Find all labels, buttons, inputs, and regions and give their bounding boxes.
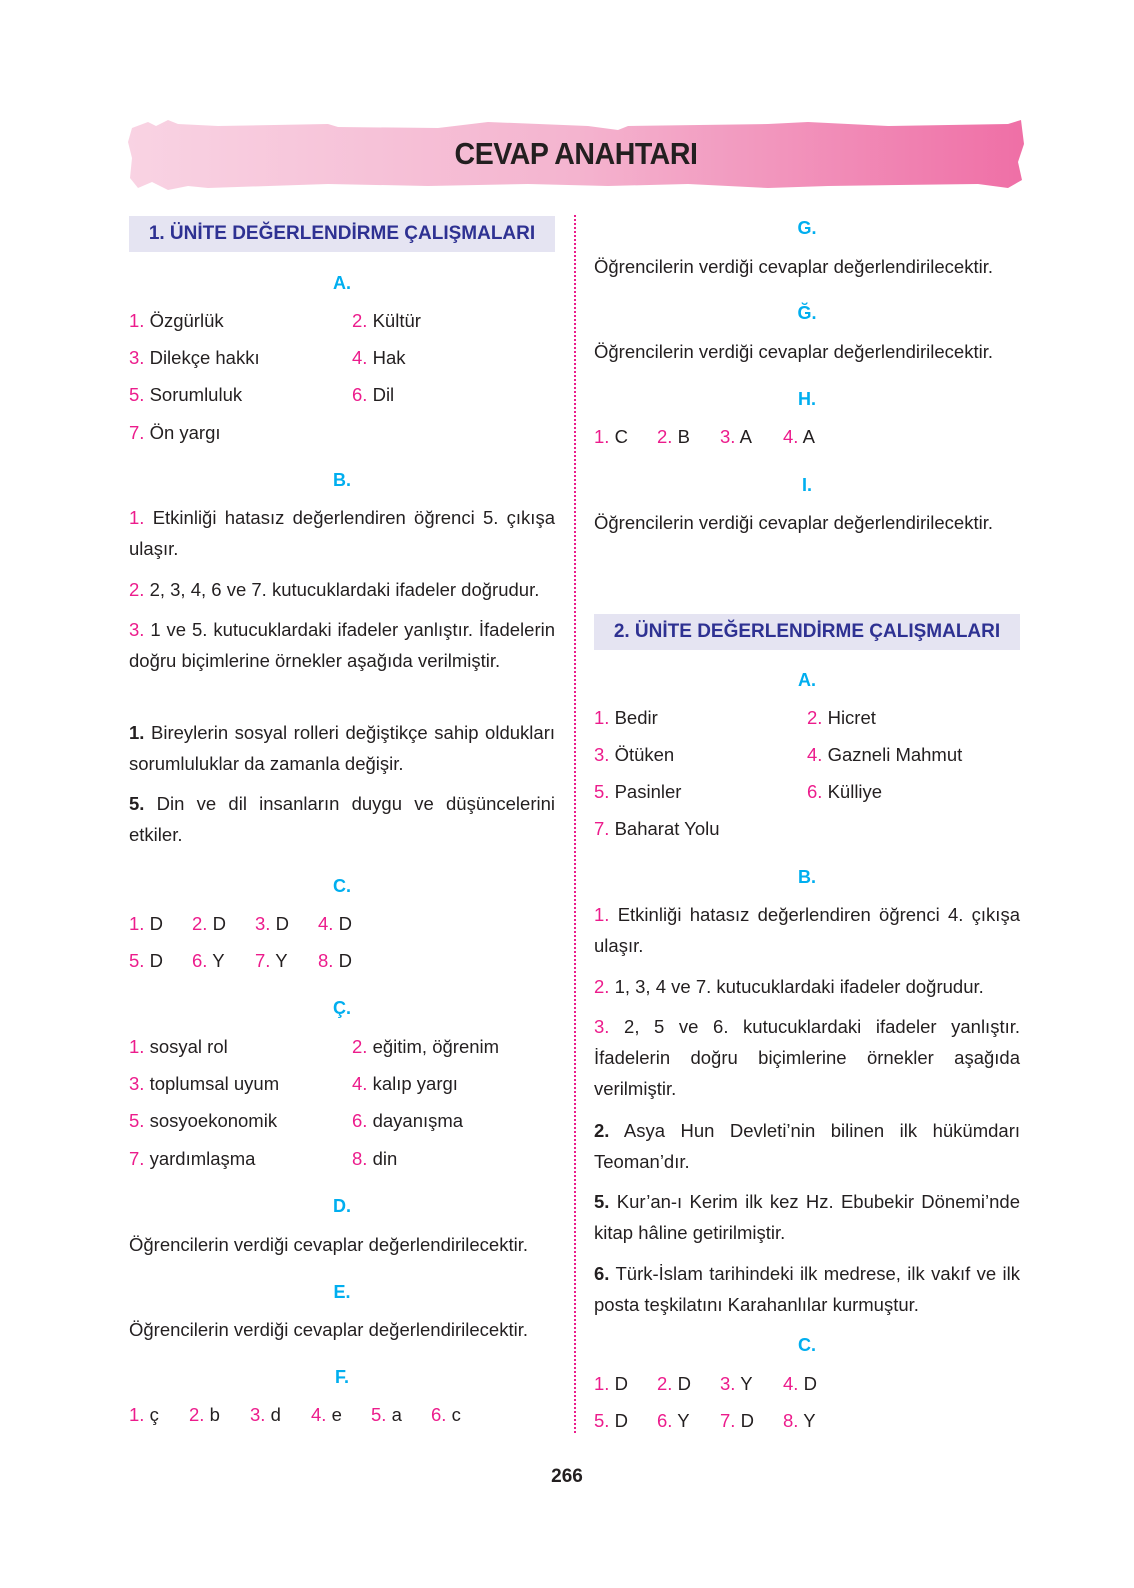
item-number: 1. [129,1404,145,1425]
item-number: 4. [783,426,799,447]
item-number: 5. [594,781,610,802]
item-text: Baharat Yolu [614,818,720,839]
correction-paragraph [129,788,555,850]
item-number: 1. [129,507,145,528]
item-text: a [391,1404,402,1425]
answer-item [352,1073,458,1095]
item-text: D [149,913,163,934]
answer-item [129,1073,279,1095]
item-number: 4. [311,1404,327,1425]
answer-item [192,950,225,972]
item-number: 2. [657,1373,673,1394]
item-text: 1, 3, 4 ve 7. kutucuklardaki ifadeler doğrudur. [614,976,984,997]
answer-paragraph [594,899,1020,961]
item-text: D [338,913,352,934]
answer-item [129,1148,255,1170]
answer-paragraph [129,614,555,676]
answer-item [783,426,815,448]
correction-paragraph [594,1186,1020,1248]
item-text: Kur’an-ı Kerim ilk kez Hz. Ebubekir Dönemi’nde kitap hâline getirilmiştir. [594,1191,1020,1243]
item-text: Özgürlük [149,310,224,331]
section-gg-label: Ğ. [797,303,817,323]
item-text: Pasinler [614,781,682,802]
answer-item [594,818,720,840]
unit-2-header: 2. ÜNİTE DEĞERLENDİRME ÇALIŞMALARI [594,614,1020,650]
item-number: 2. [129,579,145,600]
item-text: 2, 5 ve 6. kutucuklardaki ifadeler yanlıştır. İfadelerin doğru biçimlerine örnekler aşağıda verilmiştir. [594,1016,1021,1099]
section-c-label: C. [798,1335,816,1355]
answer-item [352,1110,463,1132]
item-text: A [802,426,815,447]
answer-text: Öğrencilerin verdiği cevaplar değerlendirilecektir. [129,1234,528,1255]
answer-paragraph [129,574,555,605]
item-number: 5. [129,793,145,814]
answer-item [807,781,882,803]
answer-item [807,707,876,729]
section-a-label: A. [333,273,351,293]
item-number: 3. [720,426,736,447]
item-text: Ön yargı [149,422,221,443]
item-text: Bedir [614,707,658,728]
item-text: Kültür [372,310,421,331]
answer-item [352,384,394,406]
answer-item [352,1148,397,1170]
answer-item [657,1373,691,1395]
answer-item [352,310,421,332]
item-number: 1. [594,1373,610,1394]
item-number: 3. [594,1016,610,1037]
answer-paragraph [594,1011,1020,1104]
item-text: sosyal rol [149,1036,228,1057]
item-text: Sorumluluk [149,384,243,405]
item-text: B [677,426,690,447]
item-text: D [212,913,226,934]
item-number: 4. [783,1373,799,1394]
answer-item [783,1410,816,1432]
item-text: D [338,950,352,971]
item-text: D [275,913,289,934]
item-number: 2. [192,913,208,934]
item-text: Türk-İslam tarihindeki ilk medrese, ilk vakıf ve ilk posta teşkilatını Karahanlılar kurmuştur. [594,1263,1020,1315]
answer-item [129,1404,159,1426]
item-number: 1. [594,707,610,728]
item-text: sosyoekonomik [149,1110,278,1131]
section-a-label: A. [798,670,816,690]
item-text: Hicret [827,707,876,728]
item-text: D [614,1373,628,1394]
section-e-label: E. [333,1282,351,1302]
answer-item [807,744,962,766]
item-number: 8. [352,1148,368,1169]
item-number: 8. [783,1410,799,1431]
item-number: 2. [807,707,823,728]
section-b-label: B. [798,867,816,887]
answer-item [657,1410,690,1432]
item-number: 3. [594,744,610,765]
item-number: 1. [129,913,145,934]
page-number: 266 [551,1466,583,1487]
answer-item [250,1404,281,1426]
section-i-label: I. [801,475,812,495]
item-text: e [331,1404,342,1425]
item-text: Hak [372,347,406,368]
item-number: 4. [318,913,334,934]
item-number: 1. [129,310,145,331]
answer-item [129,422,221,444]
item-text: yardımlaşma [149,1148,256,1169]
item-number: 5. [129,1110,145,1131]
answer-item [129,347,260,369]
answer-item [371,1404,402,1426]
section-b-label: B. [333,470,351,490]
item-text: Dil [372,384,395,405]
item-text: D [614,1410,628,1431]
item-text: kalıp yargı [372,1073,458,1094]
item-text: toplumsal uyum [149,1073,280,1094]
answer-item [255,913,289,935]
item-text: Dilekçe hakkı [149,347,260,368]
answer-item [129,1110,277,1132]
correction-paragraph [594,1258,1020,1320]
item-number: 2. [352,1036,368,1057]
correction-paragraph [129,717,555,779]
section-d-label: D. [333,1196,351,1216]
title-banner [128,118,1024,190]
item-number: 7. [129,1148,145,1169]
answer-item [720,1410,754,1432]
item-number: 2. [594,1120,610,1141]
item-number: 6. [352,384,368,405]
item-text: eğitim, öğrenim [372,1036,500,1057]
correction-paragraph [594,1115,1020,1177]
item-number: 3. [129,347,145,368]
section-c-label: C. [333,876,351,896]
answer-item [431,1404,461,1426]
item-text: C [614,426,628,447]
item-number: 6. [594,1263,610,1284]
answer-item [594,1410,628,1432]
item-text: A [739,426,752,447]
item-number: 4. [352,1073,368,1094]
answer-item [657,426,690,448]
answer-item [594,707,658,729]
item-number: 7. [255,950,271,971]
section-h-label: H. [798,389,816,409]
answer-item [318,913,352,935]
item-text: Gazneli Mahmut [827,744,963,765]
item-text: Etkinliği hatasız değerlendiren öğrenci 4. çıkışa ulaşır. [594,904,1020,956]
item-number: 6. [657,1410,673,1431]
item-text: Y [212,950,225,971]
item-text: din [372,1148,398,1169]
item-number: 1. [129,1036,145,1057]
item-text: Külliye [827,781,883,802]
item-number: 6. [352,1110,368,1131]
answer-item [189,1404,220,1426]
page-title: CEVAP ANAHTARI [454,136,698,171]
item-number: 7. [129,422,145,443]
unit-1-header: 1. ÜNİTE DEĞERLENDİRME ÇALIŞMALARI [129,216,555,252]
item-number: 3. [255,913,271,934]
item-text: d [270,1404,281,1425]
item-text: D [677,1373,691,1394]
answer-item [783,1373,817,1395]
item-number: 6. [807,781,823,802]
item-text: D [740,1410,754,1431]
answer-item [255,950,288,972]
item-number: 2. [189,1404,205,1425]
item-text: D [149,950,163,971]
answer-text: Öğrencilerin verdiği cevaplar değerlendirilecektir. [129,1319,528,1340]
item-text: 2, 3, 4, 6 ve 7. kutucuklardaki ifadeler doğrudur. [149,579,540,600]
answer-item [318,950,352,972]
item-text: D [803,1373,817,1394]
item-text: 1 ve 5. kutucuklardaki ifadeler yanlıştır. İfadelerin doğru biçimlerine örnekler aşağıda verilmiştir. [129,619,555,671]
answer-item [352,1036,499,1058]
item-number: 7. [594,818,610,839]
section-cc-label: Ç. [333,998,351,1018]
item-number: 3. [129,619,145,640]
answer-item [129,950,163,972]
answer-item [594,426,628,448]
item-number: 7. [720,1410,736,1431]
item-text: Y [803,1410,816,1431]
item-number: 6. [431,1404,447,1425]
answer-item [594,781,681,803]
item-number: 5. [129,384,145,405]
item-text: Y [677,1410,690,1431]
item-number: 2. [352,310,368,331]
item-number: 8. [318,950,334,971]
item-text: dayanışma [372,1110,464,1131]
item-number: 3. [720,1373,736,1394]
answer-text: Öğrencilerin verdiği cevaplar değerlendirilecektir. [594,341,993,362]
item-text: Bireylerin sosyal rolleri değiştikçe sahip oldukları sorumluluklar da zamanla değişir. [129,722,555,774]
item-text: c [451,1404,461,1425]
item-number: 3. [250,1404,266,1425]
item-number: 1. [129,722,145,743]
answer-item [311,1404,342,1426]
item-number: 5. [594,1191,610,1212]
item-number: 2. [594,976,610,997]
item-number: 2. [657,426,673,447]
item-number: 5. [129,950,145,971]
answer-paragraph [594,971,1020,1002]
answer-item [192,913,226,935]
answer-text: Öğrencilerin verdiği cevaplar değerlendirilecektir. [594,512,993,533]
item-number: 3. [129,1073,145,1094]
answer-paragraph [129,502,555,564]
answer-text: Öğrencilerin verdiği cevaplar değerlendirilecektir. [594,256,993,277]
item-text: Din ve dil insanların duygu ve düşüncelerini etkiler. [129,793,555,845]
section-g-label: G. [797,218,817,238]
item-text: Asya Hun Devleti’nin bilinen ilk hükümdarı Teoman’dır. [594,1120,1020,1172]
answer-item [594,744,674,766]
answer-item [352,347,405,369]
column-divider [574,215,576,1433]
item-text: Y [275,950,288,971]
item-number: 4. [807,744,823,765]
item-number: 1. [594,426,610,447]
item-text: ç [149,1404,159,1425]
answer-item [594,1373,628,1395]
item-text: b [209,1404,220,1425]
item-number: 6. [192,950,208,971]
item-text: Etkinliği hatasız değerlendiren öğrenci 5. çıkışa ulaşır. [129,507,555,559]
answer-item [720,426,752,448]
answer-item [129,310,224,332]
item-text: Ötüken [614,744,675,765]
answer-item [129,384,242,406]
item-number: 1. [594,904,610,925]
answer-item [129,913,163,935]
answer-item [129,1036,228,1058]
item-text: Y [740,1373,753,1394]
section-f-label: F. [334,1367,349,1387]
answer-item [720,1373,753,1395]
item-number: 5. [371,1404,387,1425]
item-number: 5. [594,1410,610,1431]
item-number: 4. [352,347,368,368]
